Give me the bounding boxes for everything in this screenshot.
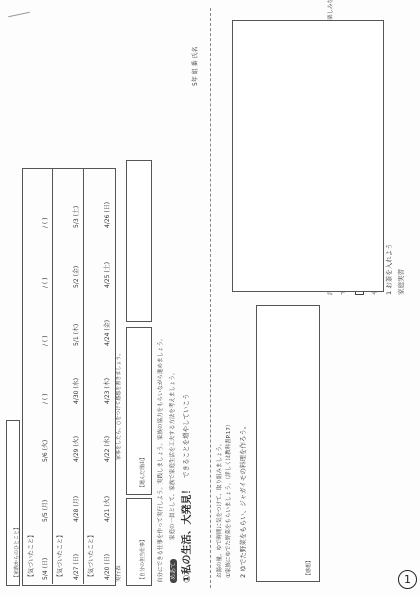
goal-badge-text: めあて [170,559,177,583]
my-job-label: 【自分の担当仕事】 [140,536,146,582]
row-label: 【気づいたこと】 [28,531,35,580]
table-cell: 4/23 (木) [104,377,111,404]
table-cell: 4/21 (火) [104,495,111,522]
goal-badge [170,559,177,583]
table-cell: 4/29 (火) [73,435,80,462]
table-cell: 5/4 (日) [42,557,49,580]
table-cell: 4/26 (日) [104,201,111,228]
table-divider [83,168,84,584]
table-cell: 4/20 (日) [104,553,111,580]
table-cell: 4/30 (水) [73,377,80,404]
table-cell: 4/22 (水) [104,435,111,462]
reason-label: 【選んだ理由】 [140,454,146,490]
school-name-line: 5年 組 番 氏名 [192,46,199,86]
worksheet-title: ①私の生活、大発見！ [182,484,193,583]
row-label: 【気づいたこと】 [57,531,64,580]
page-number [398,570,417,589]
table-cell: / ( ) [42,335,49,346]
cooking-thoughts-box-2[interactable] [256,305,320,582]
table-cell: 5/2 (金) [73,265,80,288]
family-feedback-label: 【家族からのひとこと】 [14,524,20,580]
task-2-note: ①家族にゆでた野菜をもらいましょう。（詳しくは教科書P.17） [226,421,232,578]
table-cell: 4/24 (金) [104,319,111,346]
table-cell: / ( ) [42,393,49,404]
row-label: 【気づいたこと】 [88,531,95,580]
scan-mark [8,12,30,18]
table-cell: 4/27 (日) [73,553,80,580]
cooking-thoughts-box[interactable] [232,20,384,292]
table-cell: / ( ) [42,277,49,288]
task-2-note: お湯の量、ゆで時間に気をつけて、取り組みましょう。 [217,440,223,578]
record-table [22,168,116,586]
cooking-heading: 家庭実習 [397,269,405,295]
table-cell: / ( ) [42,217,49,228]
record-note: 家事をしたら、○をつけて感想を書きましょう。 [116,350,122,460]
intro-text: 自分にできる仕事を作って実行しよう。実践しましょう。家族の協力をもらいながら進めましょう。 [158,335,164,583]
page-number-text: 1 [404,573,411,586]
table-cell: 4/28 (月) [73,495,80,522]
reason-box[interactable] [126,327,152,495]
table-cell: 5/1 (木) [73,323,80,346]
table-cell: 4/25 (土) [104,261,111,288]
table-divider [52,168,53,584]
thoughts-label: 【感想】 [306,557,312,578]
my-job-box[interactable] [126,498,152,586]
table-cell: 5/6 (火) [42,439,49,462]
table-cell: 5/3 (土) [73,205,80,228]
center-fold [210,8,211,588]
worksheet-subtitle: できることを増やしていこう [182,393,190,478]
goal-instruction: 家庭の一員として、家族で家庭生活を工夫する方法を考えましょう。 [170,369,176,540]
cooking-task-1: 1 お茶を入れよう [385,243,393,295]
record-title: 実行表 [116,565,122,582]
table-cell: 5/5 (月) [42,499,49,522]
cooking-task-2: 2 ゆでた野菜をもらい、ジャガイモの料理を作ろう。 [239,422,247,578]
goal-box[interactable] [126,160,152,322]
